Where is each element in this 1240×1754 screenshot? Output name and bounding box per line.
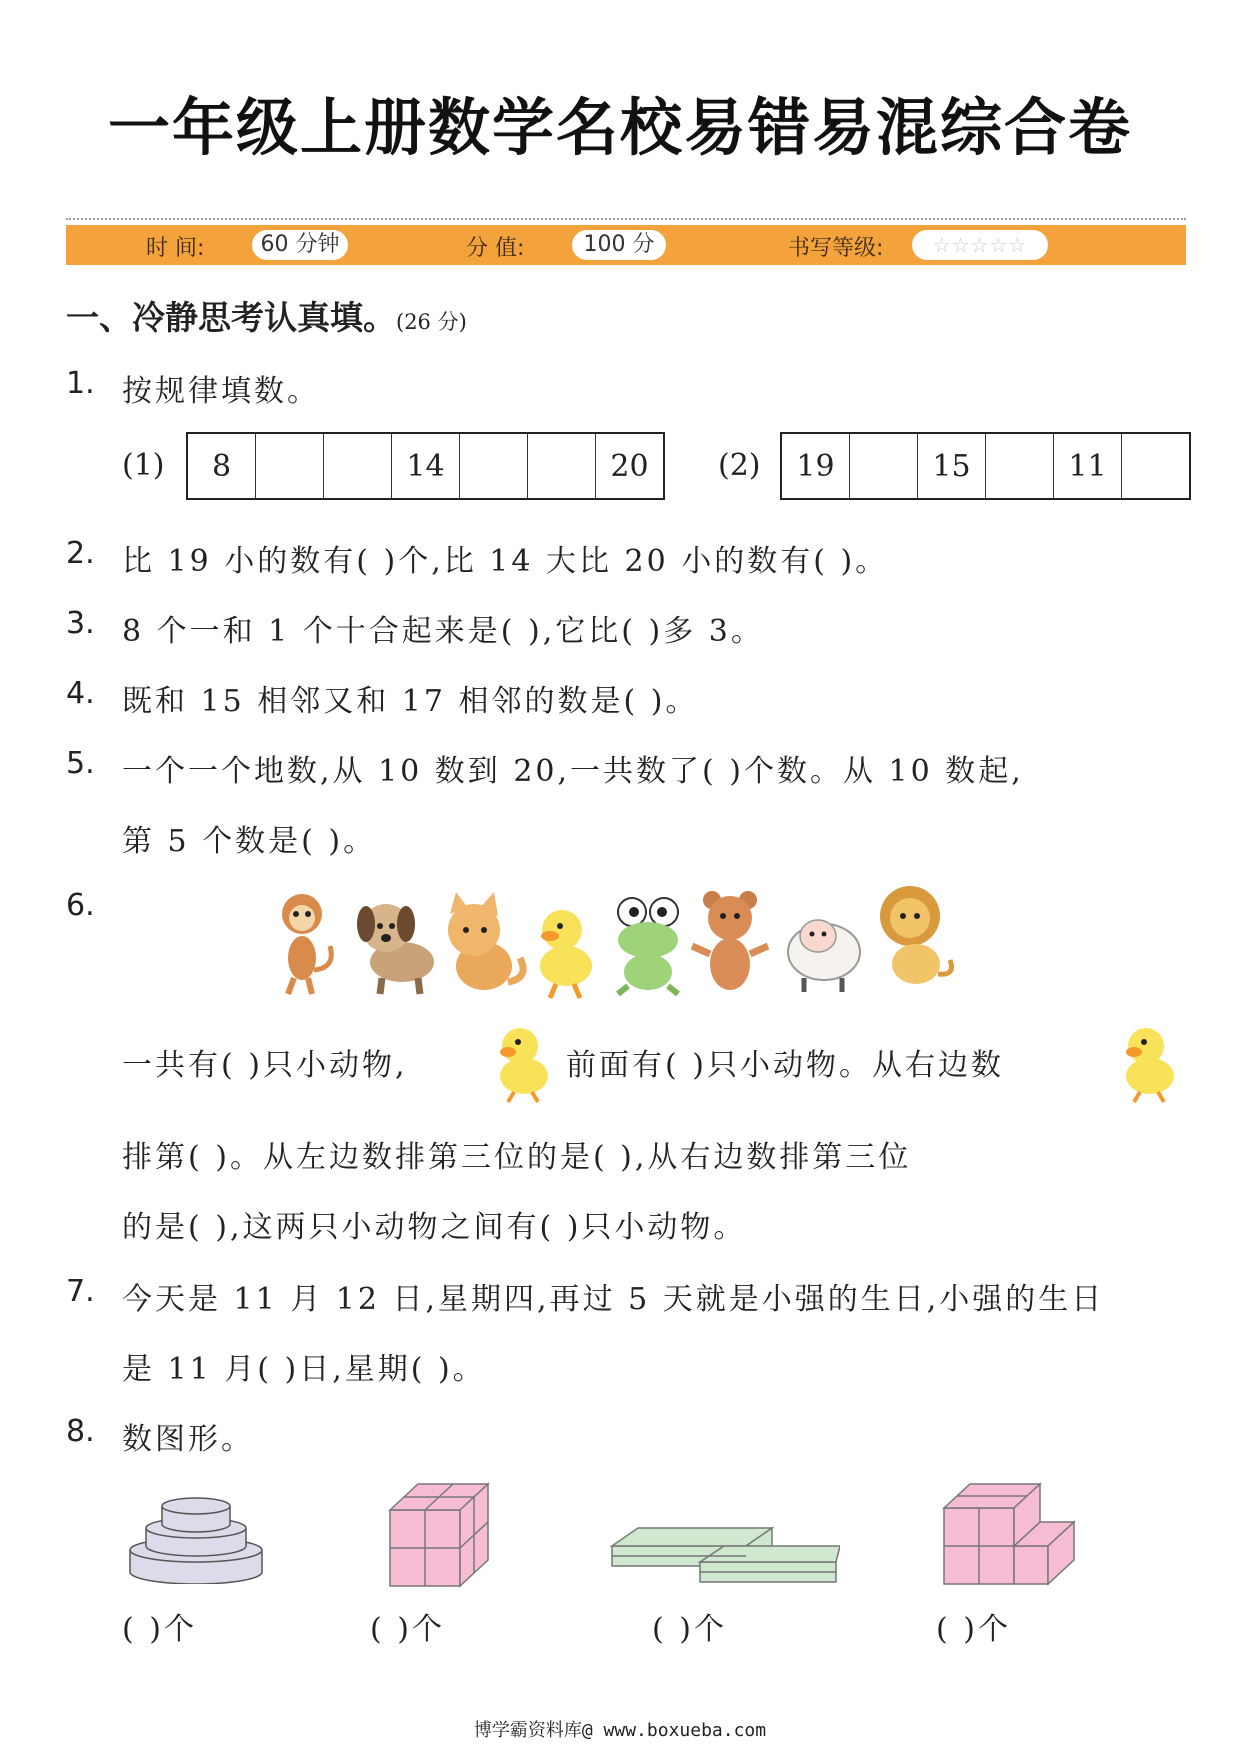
q4-text: 既和 15 相邻又和 17 相邻的数是( )。 [122, 684, 699, 719]
seq1-cell[interactable] [460, 433, 528, 499]
seq2-cell: 19 [781, 433, 850, 499]
q7-line-1: 今天是 11 月 12 日,星期四,再过 5 天就是小强的生日,小强的生日 [122, 1282, 1105, 1317]
flat-boxes-figure [608, 1516, 840, 1586]
q6-line-3: 的是( ),这两只小动物之间有( )只小动物。 [122, 1210, 747, 1245]
cube-block-figure [386, 1480, 498, 1590]
seq1-cell[interactable] [256, 433, 324, 499]
footer-watermark: 博学霸资料库@ www.boxueba.com [473, 1720, 767, 1741]
dog-icon [357, 904, 434, 994]
q6-line-1b: 前面有( )只小动物。从右边数 [566, 1048, 1004, 1083]
seq1-cell: 14 [392, 433, 460, 499]
q1-text: 按规律填数。 [122, 374, 320, 409]
q7-line-2: 是 11 月( )日,星期( )。 [122, 1352, 486, 1387]
seq2-cell: 11 [1054, 433, 1122, 499]
q3-number: 3. [66, 606, 95, 641]
q2-text: 比 19 小的数有( )个,比 14 大比 20 小的数有( )。 [122, 544, 889, 579]
monkey-icon [282, 894, 331, 994]
step-cubes-figure [940, 1478, 1076, 1588]
duck-icon [490, 1020, 554, 1104]
q6-line-1a: 一共有( )只小动物, [122, 1048, 408, 1083]
q2-number: 2. [66, 536, 95, 571]
q8-text: 数图形。 [122, 1422, 254, 1457]
time-label: 时 间: [146, 236, 205, 261]
q4-number: 4. [66, 676, 95, 711]
seq1-cell: 8 [187, 433, 256, 499]
q5-line-1: 一个一个地数,从 10 数到 20,一共数了( )个数。从 10 数起, [122, 754, 1024, 789]
cat-icon [448, 892, 523, 990]
q1-number: 1. [66, 366, 95, 401]
divider [66, 218, 1186, 220]
page-title: 一年级上册数学名校易错易混综合卷 [107, 91, 1132, 164]
sequence-box-2 [780, 432, 1191, 500]
sheep-icon [788, 920, 860, 992]
lion-icon [880, 886, 952, 984]
q8-answer-1: ( )个 [122, 1612, 197, 1647]
q5-number: 5. [66, 746, 95, 781]
score-label: 分 值: [466, 236, 525, 261]
q1-label-2: (2) [718, 448, 761, 483]
duck-icon [540, 910, 592, 998]
section-heading [66, 292, 467, 339]
q8-answer-3: ( )个 [652, 1612, 727, 1647]
seq1-cell[interactable] [528, 433, 596, 499]
grade-stars-icon: ☆☆☆☆☆ [912, 230, 1048, 260]
stacked-cylinders-figure [126, 1484, 266, 1584]
seq2-cell: 15 [918, 433, 986, 499]
seq1-cell: 20 [596, 433, 665, 499]
q3-text: 8 个一和 1 个十合起来是( ),它比( )多 3。 [122, 614, 764, 649]
seq2-cell[interactable] [850, 433, 918, 499]
bear-icon [692, 891, 768, 990]
q1-label-1: (1) [122, 448, 165, 483]
section-points: (26 分) [396, 310, 467, 334]
q6-line-2: 排第( )。从左边数排第三位的是( ),从右边数排第三位 [122, 1140, 912, 1175]
q5-line-2: 第 5 个数是( )。 [122, 824, 377, 859]
sequence-box-1 [186, 432, 665, 500]
animal-row [260, 880, 980, 1000]
info-bar [66, 225, 1186, 265]
section-title: 一、冷静思考认真填。 [66, 298, 396, 337]
duck-icon [1116, 1020, 1180, 1104]
time-value: 60 分钟 [252, 230, 348, 260]
seq1-cell[interactable] [324, 433, 392, 499]
seq2-cell[interactable] [986, 433, 1054, 499]
score-value: 100 分 [572, 230, 666, 260]
q8-answer-2: ( )个 [370, 1612, 445, 1647]
q8-number: 8. [66, 1414, 95, 1449]
frog-icon [618, 898, 678, 994]
q8-answer-4: ( )个 [936, 1612, 1011, 1647]
seq2-cell[interactable] [1122, 433, 1191, 499]
q6-number: 6. [66, 888, 95, 923]
grade-label: 书写等级: [788, 236, 884, 261]
q7-number: 7. [66, 1274, 95, 1309]
